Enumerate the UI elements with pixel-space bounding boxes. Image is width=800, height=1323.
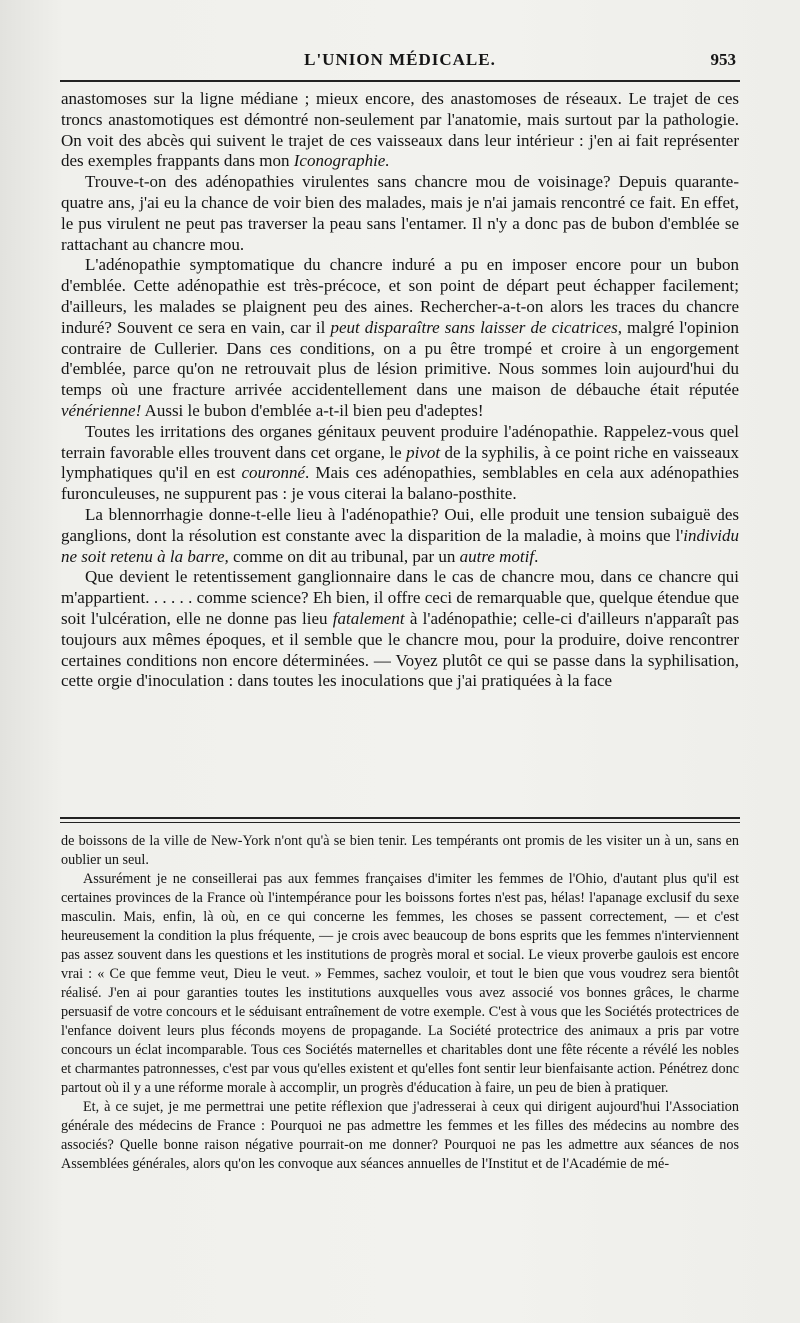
- italic-run: pivot: [406, 442, 441, 462]
- text-run: L'adénopathie symptomatique du chancre induré a pu en imposer encore pour un bubon d'emblée. Cette adénopathie est très-précoce, et son point de départ peut échapper facilement; d'ailleurs, les malades se plaignent peu des aines. Rechercher-a-t-on alors les traces du chancre induré? Souvent ce sera en vain, car il: [61, 255, 739, 337]
- feuilleton-rule: [60, 817, 740, 819]
- text-run: Trouve-t-on des adénopathies virulentes sans chancre mou de voisinage? Depuis quarante-quatre ans, j'ai eu la chance de voir bien des malades, mais je n'ai jamais rencontré ce fait. En effet, le pus virulent ne peut pas traverser la peau sans l'entamer. Il n'y a donc pas de bubon d'emblée se rattachant au chancre mou.: [61, 172, 739, 254]
- text-run: Aussi le bubon d'emblée a-t-il bien peu d'adeptes!: [141, 400, 484, 420]
- italic-run: individu ne soit retenu à la barre,: [61, 525, 739, 566]
- text-run: Toutes les irritations des organes génitaux peuvent produire l'adénopathie. Rappelez-vous quel terrain favorable elles trouvent dans cet organe, le: [61, 421, 739, 462]
- italic-run: couronné: [241, 463, 306, 483]
- feuilleton-paragraph-1: de boissons de la ville de New-York n'ont qu'à se bien tenir. Les tempérants ont promis de les visiter un à un, sans en oublier un seul.: [61, 833, 739, 868]
- italic-run: fatalement: [332, 608, 405, 628]
- running-header: [60, 46, 740, 78]
- paragraph-1: [61, 89, 739, 172]
- paragraph-2: [61, 172, 739, 255]
- text-run: comme on dit au tribunal, par un: [228, 546, 460, 566]
- italic-run: Iconographie.: [293, 151, 390, 171]
- italic-run: autre motif: [459, 546, 535, 566]
- text-run: . Mais ces adénopathies, semblables en cela aux adénopathies furonculeuses, ne suppurent pas : je vous citerai la balano-posthite.: [61, 463, 739, 504]
- feuilleton-paragraph-3: Et, à ce sujet, je me permettrai une petite réflexion que j'adresserai à ceux qui dirigent aujourd'hui l'Association générale des médecins de France : Pourquoi ne pas admettre les femmes et les filles des médecins au nombre des associés? Quelle bonne raison négative pourrait-on me donner? Pourquoi ne pas les admettre aux séances de nos Assemblées générales, alors qu'on les convoque aux séances annuelles de l'Institut et de l'Académie de mé-: [61, 1099, 739, 1172]
- paragraph-6: [61, 567, 739, 692]
- text-run: à l'adénopathie; celle-ci d'ailleurs n'apparaît pas toujours aux mêmes époques, et il semble que le chancre mou, pour la produire, doive rencontrer certaines conditions non encore déterminées. — Voyez plutôt ce qui se passe dans la syphilisation, cette orgie d'inoculation : dans toutes les inoculations que j'ai pratiquées à la face: [61, 608, 739, 691]
- italic-run: vénérienne!: [61, 400, 142, 420]
- paragraph-3: [61, 255, 739, 421]
- text-run: La blennorrhagie donne-t-elle lieu à l'adénopathie? Oui, elle produit une tension subaiguë des ganglions, dont la résolution est constante avec la disparition de la maladie, à moins que l': [61, 504, 739, 545]
- header-rule: [60, 80, 740, 82]
- page-number: 953: [710, 50, 736, 69]
- main-text: [61, 89, 739, 692]
- text-run: .: [534, 546, 539, 566]
- journal-title: L'UNION MÉDICALE.: [304, 50, 496, 69]
- text-run: , malgré l'opinion contraire de Cullerier. Dans ces conditions, on a pu être trompé et croire à un engorgement d'emblée, parce qu'on ne retrouvait plus de lésion primitive. Nous sommes loin aujourd'hui du temps où une fracture arrivée accidentellement dans une maison de débauche était réputée: [61, 317, 739, 400]
- italic-run: peut disparaître sans laisser de cicatrices: [330, 317, 618, 337]
- feuilleton-paragraph-2: Assurément je ne conseillerai pas aux femmes françaises d'imiter les femmes de l'Ohio, d'autant plus qu'il est certaines provinces de la France où l'intempérance pour les boissons fortes n'est pas, hélas! l'apanage exclusif du sexe masculin. Mais, enfin, là où, en ce qui concerne les femmes, les choses se passent correctement, — et c'est heureusement la condition la plus fréquente, — je crois avec beaucoup de bons esprits que les femmes n'interviennent pas assez souvent dans les questions et les institutions de progrès moral et social. Le vieux proverbe gaulois est encore vrai : « Ce que femme veut, Dieu le veut. » Femmes, sachez vouloir, et tout le bien que vous voudrez sera bientôt réalisé. J'en ai pour garanties toutes les institutions auxquelles vous avez associé vos bonnes grâces, le charme persuasif de votre concours et le séduisant entraînement de votre exemple. C'est à vous que les Sociétés protectrices de l'enfance doivent leurs plus féconds moyens de propagande. La Société protectrice des animaux a pris par votre concours un éclat incomparable. Tous ces Sociétés maternelles et charitables dont une fête récente a révélé les nobles et charmantes patronnesses, c'est par vous qu'elles existent et qu'elles font sentir leur bienfaisante action. Pénétrez donc partout où il y a une réforme morale à accomplir, un progrès d'éducation à faire, un peu de bien à pratiquer.: [61, 871, 739, 1096]
- text-run: Que devient le retentissement ganglionnaire dans le cas de chancre mou, dans ce chancre qui m'appartient. . . . . . comme science? Eh bien, il offre ceci de remarquable que, quelque étendue que soit l'ulcération, elle ne donne pas lieu: [61, 567, 739, 628]
- paragraph-4: [61, 422, 739, 505]
- text-run: de la syphilis, à ce point riche en vaisseaux lymphatiques qu'il en est: [61, 442, 739, 483]
- feuilleton-rule-thin: [60, 822, 740, 823]
- text-run: anastomoses sur la ligne médiane ; mieux encore, des anastomoses de réseaux. Le trajet de ces troncs anastomotiques est démontré non-seulement par l'anatomie, mais surtout par la pathologie. On voit des abcès qui suivent le trajet de ces vaisseaux dans leur intérieur : j'en ai fait représenter des exemples frappants dans mon: [61, 89, 739, 171]
- paragraph-5: [61, 505, 739, 567]
- feuilleton-text: [61, 832, 739, 1174]
